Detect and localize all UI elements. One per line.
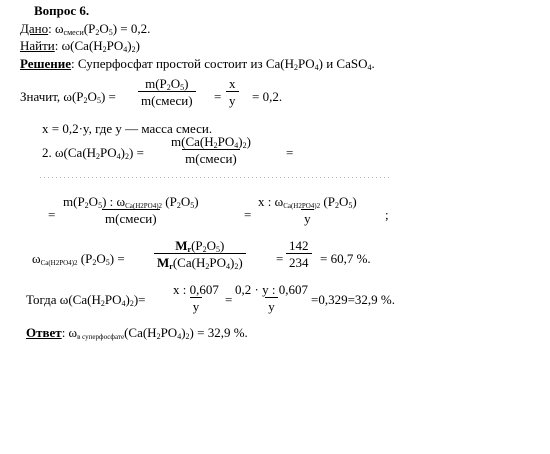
line5-n: 142 [289,238,309,253]
given-label: Дано [20,21,49,36]
find-label: Найти [20,38,55,53]
given-line: Дано: $\omega_{смеси}(P_2O_5) = 0,2$. [20,21,151,37]
line6-lhs: Тогда $\omega(Ca(H_2PO_4)_2)=$ [26,292,146,308]
line1-prefix-text: Значит, [20,89,61,104]
line5-frac2 [286,239,312,269]
line1-frac1: $m(P_2O_5)$ m(смеси) [138,77,196,107]
question-title: Вопрос 6. [34,3,90,18]
line6-n2: 0,2 · y : 0,607 [235,282,308,297]
solution-end: . [371,56,375,71]
given-value: = 0,2. [120,21,151,36]
line1-prefix: Значит, $\omega(P_2O_5)$ = [20,89,116,105]
line6-d1: y [190,297,203,313]
line6-d2: y [265,297,278,313]
line1-result: = 0,2. [252,89,283,104]
line3-eq: = [286,145,294,160]
line3-frac: $m(Ca(H_2PO_4)_2)$ m(смеси) [171,134,251,166]
line6-result: =0,329=32,9 %. [311,292,395,307]
solution-text: Суперфосфат простой состоит из Ca(H [77,56,294,71]
solution-and: ) и CaSO [318,56,368,71]
solution-label: Решение [20,56,72,71]
answer-result: = 32,9 %. [197,325,248,340]
line2-text: x = 0,2·y, где y — масса смеси. [42,121,213,136]
line4-semi: ; [385,207,389,222]
line1-x: x [229,76,236,91]
line4-eq2: = [244,207,252,222]
line3-lhs: 2. $\omega(Ca(H_2PO_4)_2)$ = [42,145,144,161]
solution-line: Решение: Суперфосфат простой состоит из $Ca(H_2PO_4)$ и CaSO$_4$. [20,56,375,72]
find-line: Найти: $\omega(Ca(H_2PO_4)_2)$ [20,38,140,54]
line6-n1: x : 0,607 [173,282,219,297]
answer-line: Ответ: ωв $суперфосфате(Ca(H_2PO_4)_2) = 32,9$ %. [26,325,248,341]
line4-eq1: = [48,207,56,222]
line6-eq: = [225,292,233,307]
dotted-separator [0,176,550,179]
given-omega: ω [54,21,64,36]
line4-frac1: $m(P_2O_5)$ : ωCa(H2PO4)2 $(P_2O_5)$ m(смеси) [63,194,199,226]
line4-frac2: x : ωCa(H2PO4)2 $(P_2O_5)$ y [258,194,357,226]
line5-result: = 60,7 %. [320,251,371,266]
line5-d: 234 [286,253,312,269]
line5-frac1: $\frac{M_r(P_2O_5)}{M_r(Ca(H_2PO_4)_2)}$ [154,239,246,269]
line1-y: y [226,91,239,107]
answer-label: Ответ [26,325,62,340]
line6-frac2 [232,283,311,313]
line4-y: y [301,209,314,225]
line5-lhs: ωCa(H2PO4)2 $(P_2O_5)$ = [32,251,125,267]
line3-num: 2. [42,145,52,160]
line5-eq2: = [276,251,284,266]
line1-eq: = [214,89,222,104]
line6-frac1 [170,283,222,313]
line1-frac2 [226,77,239,107]
